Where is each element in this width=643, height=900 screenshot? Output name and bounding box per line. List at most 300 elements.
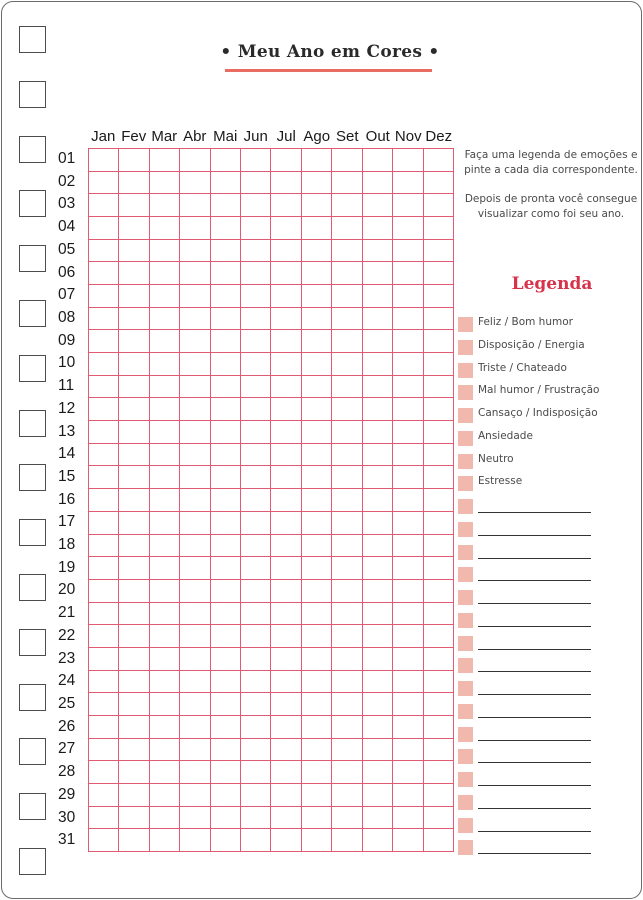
day-cell[interactable] [271,330,301,353]
day-cell[interactable] [424,262,454,285]
day-cell[interactable] [271,308,301,331]
day-cell[interactable] [363,761,393,784]
day-cell[interactable] [89,262,119,285]
day-cell[interactable] [332,308,362,331]
day-cell[interactable] [332,149,362,172]
legend-blank-line[interactable] [478,762,591,763]
day-cell[interactable] [302,398,332,421]
day-cell[interactable] [332,194,362,217]
day-cell[interactable] [363,512,393,535]
day-cell[interactable] [302,739,332,762]
day-cell[interactable] [89,398,119,421]
day-cell[interactable] [332,761,362,784]
day-cell[interactable] [211,784,241,807]
day-cell[interactable] [89,580,119,603]
day-cell[interactable] [393,466,423,489]
day-cell[interactable] [363,671,393,694]
legend-swatch[interactable] [458,385,473,400]
day-cell[interactable] [302,716,332,739]
day-cell[interactable] [119,761,149,784]
day-cell[interactable] [363,172,393,195]
day-cell[interactable] [332,240,362,263]
day-cell[interactable] [119,172,149,195]
day-cell[interactable] [211,353,241,376]
day-cell[interactable] [424,625,454,648]
legend-swatch[interactable] [458,340,473,355]
day-cell[interactable] [424,330,454,353]
day-cell[interactable] [211,535,241,558]
day-cell[interactable] [332,603,362,626]
day-cell[interactable] [424,217,454,240]
legend-blank-line[interactable] [478,808,591,809]
day-cell[interactable] [211,308,241,331]
day-cell[interactable] [89,535,119,558]
legend-swatch[interactable] [458,499,473,514]
day-cell[interactable] [211,693,241,716]
day-cell[interactable] [302,330,332,353]
day-cell[interactable] [89,172,119,195]
legend-swatch[interactable] [458,363,473,378]
day-cell[interactable] [363,625,393,648]
legend-swatch[interactable] [458,454,473,469]
day-cell[interactable] [271,784,301,807]
day-cell[interactable] [271,761,301,784]
day-cell[interactable] [424,149,454,172]
day-cell[interactable] [271,557,301,580]
day-cell[interactable] [424,671,454,694]
day-cell[interactable] [271,444,301,467]
day-cell[interactable] [180,716,210,739]
day-cell[interactable] [211,829,241,852]
day-cell[interactable] [211,194,241,217]
day-cell[interactable] [241,739,271,762]
day-cell[interactable] [241,444,271,467]
day-cell[interactable] [89,194,119,217]
day-cell[interactable] [211,444,241,467]
day-cell[interactable] [119,603,149,626]
day-cell[interactable] [211,285,241,308]
day-cell[interactable] [211,421,241,444]
day-cell[interactable] [393,285,423,308]
day-cell[interactable] [302,466,332,489]
day-cell[interactable] [180,194,210,217]
day-cell[interactable] [271,716,301,739]
day-cell[interactable] [211,217,241,240]
day-cell[interactable] [241,421,271,444]
day-cell[interactable] [89,353,119,376]
day-cell[interactable] [241,693,271,716]
day-cell[interactable] [271,648,301,671]
day-cell[interactable] [89,466,119,489]
day-cell[interactable] [424,240,454,263]
legend-blank-line[interactable] [478,853,591,854]
day-cell[interactable] [180,784,210,807]
day-cell[interactable] [119,784,149,807]
day-cell[interactable] [150,512,180,535]
day-cell[interactable] [363,330,393,353]
day-cell[interactable] [180,739,210,762]
day-cell[interactable] [119,557,149,580]
day-cell[interactable] [271,512,301,535]
day-cell[interactable] [393,444,423,467]
day-cell[interactable] [393,398,423,421]
day-cell[interactable] [363,308,393,331]
day-cell[interactable] [241,625,271,648]
day-cell[interactable] [241,580,271,603]
day-cell[interactable] [89,829,119,852]
day-cell[interactable] [211,512,241,535]
day-cell[interactable] [393,557,423,580]
legend-blank-line[interactable] [478,558,591,559]
legend-swatch[interactable] [458,613,473,628]
day-cell[interactable] [393,262,423,285]
day-cell[interactable] [302,376,332,399]
day-cell[interactable] [89,648,119,671]
day-cell[interactable] [363,557,393,580]
day-cell[interactable] [332,716,362,739]
day-cell[interactable] [241,557,271,580]
legend-swatch[interactable] [458,317,473,332]
day-cell[interactable] [332,262,362,285]
day-cell[interactable] [211,580,241,603]
day-cell[interactable] [89,557,119,580]
day-cell[interactable] [363,535,393,558]
day-cell[interactable] [424,716,454,739]
legend-swatch[interactable] [458,522,473,537]
day-cell[interactable] [89,217,119,240]
day-cell[interactable] [150,716,180,739]
day-cell[interactable] [363,580,393,603]
day-cell[interactable] [424,784,454,807]
day-cell[interactable] [119,716,149,739]
day-cell[interactable] [363,421,393,444]
day-cell[interactable] [393,512,423,535]
day-cell[interactable] [424,421,454,444]
day-cell[interactable] [393,240,423,263]
day-cell[interactable] [180,240,210,263]
day-cell[interactable] [332,784,362,807]
day-cell[interactable] [211,240,241,263]
day-cell[interactable] [302,421,332,444]
day-cell[interactable] [89,603,119,626]
day-cell[interactable] [271,671,301,694]
day-cell[interactable] [363,603,393,626]
day-cell[interactable] [393,535,423,558]
day-cell[interactable] [150,421,180,444]
day-cell[interactable] [332,557,362,580]
day-cell[interactable] [271,240,301,263]
day-cell[interactable] [241,285,271,308]
day-cell[interactable] [211,557,241,580]
day-cell[interactable] [180,149,210,172]
day-cell[interactable] [302,262,332,285]
day-cell[interactable] [363,489,393,512]
day-cell[interactable] [302,240,332,263]
day-cell[interactable] [89,489,119,512]
day-cell[interactable] [332,739,362,762]
day-cell[interactable] [150,285,180,308]
day-cell[interactable] [180,829,210,852]
day-cell[interactable] [302,308,332,331]
day-cell[interactable] [180,625,210,648]
day-cell[interactable] [150,217,180,240]
day-cell[interactable] [180,421,210,444]
day-cell[interactable] [119,194,149,217]
day-cell[interactable] [363,784,393,807]
day-cell[interactable] [302,444,332,467]
day-cell[interactable] [302,580,332,603]
day-cell[interactable] [150,466,180,489]
day-cell[interactable] [363,693,393,716]
day-cell[interactable] [302,671,332,694]
day-cell[interactable] [150,671,180,694]
day-cell[interactable] [271,398,301,421]
day-cell[interactable] [211,466,241,489]
day-cell[interactable] [211,716,241,739]
day-cell[interactable] [241,194,271,217]
day-cell[interactable] [241,535,271,558]
day-cell[interactable] [393,784,423,807]
day-cell[interactable] [241,398,271,421]
day-cell[interactable] [302,489,332,512]
day-cell[interactable] [271,262,301,285]
day-cell[interactable] [241,648,271,671]
day-cell[interactable] [119,489,149,512]
legend-swatch[interactable] [458,431,473,446]
day-cell[interactable] [119,648,149,671]
day-cell[interactable] [180,761,210,784]
day-cell[interactable] [302,784,332,807]
day-cell[interactable] [424,761,454,784]
day-cell[interactable] [241,829,271,852]
day-cell[interactable] [180,671,210,694]
legend-swatch[interactable] [458,476,473,491]
day-cell[interactable] [332,807,362,830]
day-cell[interactable] [241,262,271,285]
day-cell[interactable] [89,330,119,353]
day-cell[interactable] [119,149,149,172]
day-cell[interactable] [363,353,393,376]
day-cell[interactable] [393,671,423,694]
day-cell[interactable] [89,421,119,444]
day-cell[interactable] [393,376,423,399]
day-cell[interactable] [211,807,241,830]
legend-blank-line[interactable] [478,580,591,581]
day-cell[interactable] [119,625,149,648]
day-cell[interactable] [271,739,301,762]
day-cell[interactable] [271,489,301,512]
day-cell[interactable] [241,240,271,263]
day-cell[interactable] [332,829,362,852]
day-cell[interactable] [211,489,241,512]
day-cell[interactable] [119,739,149,762]
day-cell[interactable] [119,535,149,558]
day-cell[interactable] [180,807,210,830]
day-cell[interactable] [302,194,332,217]
day-cell[interactable] [363,829,393,852]
legend-swatch[interactable] [458,408,473,423]
day-cell[interactable] [180,557,210,580]
legend-swatch[interactable] [458,772,473,787]
day-cell[interactable] [211,761,241,784]
day-cell[interactable] [180,603,210,626]
day-cell[interactable] [393,353,423,376]
day-cell[interactable] [271,603,301,626]
day-cell[interactable] [271,217,301,240]
day-cell[interactable] [150,444,180,467]
legend-blank-line[interactable] [478,717,591,718]
day-cell[interactable] [119,580,149,603]
day-cell[interactable] [424,512,454,535]
day-cell[interactable] [271,285,301,308]
day-cell[interactable] [150,194,180,217]
day-cell[interactable] [302,172,332,195]
day-cell[interactable] [363,648,393,671]
day-cell[interactable] [119,671,149,694]
day-cell[interactable] [393,217,423,240]
day-cell[interactable] [211,330,241,353]
day-cell[interactable] [363,807,393,830]
day-cell[interactable] [302,512,332,535]
day-cell[interactable] [332,376,362,399]
day-cell[interactable] [424,466,454,489]
day-cell[interactable] [89,716,119,739]
day-cell[interactable] [119,466,149,489]
legend-blank-line[interactable] [478,785,591,786]
day-cell[interactable] [241,308,271,331]
day-cell[interactable] [424,829,454,852]
day-cell[interactable] [332,580,362,603]
day-cell[interactable] [393,489,423,512]
day-cell[interactable] [119,285,149,308]
day-cell[interactable] [150,376,180,399]
day-cell[interactable] [393,308,423,331]
day-cell[interactable] [89,240,119,263]
day-cell[interactable] [89,376,119,399]
day-cell[interactable] [393,194,423,217]
day-cell[interactable] [150,240,180,263]
day-cell[interactable] [424,172,454,195]
day-cell[interactable] [180,330,210,353]
day-cell[interactable] [150,625,180,648]
day-cell[interactable] [302,625,332,648]
day-cell[interactable] [241,671,271,694]
day-cell[interactable] [211,625,241,648]
day-cell[interactable] [119,829,149,852]
day-cell[interactable] [363,398,393,421]
day-cell[interactable] [241,172,271,195]
day-cell[interactable] [393,580,423,603]
day-cell[interactable] [332,693,362,716]
day-cell[interactable] [424,398,454,421]
day-cell[interactable] [241,761,271,784]
day-cell[interactable] [363,376,393,399]
day-cell[interactable] [424,739,454,762]
day-cell[interactable] [363,466,393,489]
day-cell[interactable] [89,625,119,648]
day-cell[interactable] [363,739,393,762]
day-cell[interactable] [180,489,210,512]
legend-blank-line[interactable] [478,649,591,650]
day-cell[interactable] [211,149,241,172]
day-cell[interactable] [119,693,149,716]
day-cell[interactable] [150,693,180,716]
day-cell[interactable] [393,149,423,172]
day-cell[interactable] [393,761,423,784]
legend-blank-line[interactable] [478,626,591,627]
day-cell[interactable] [89,308,119,331]
legend-blank-line[interactable] [478,671,591,672]
day-cell[interactable] [393,807,423,830]
day-cell[interactable] [271,466,301,489]
day-cell[interactable] [424,648,454,671]
legend-swatch[interactable] [458,636,473,651]
day-cell[interactable] [332,512,362,535]
legend-blank-line[interactable] [478,603,591,604]
day-cell[interactable] [363,149,393,172]
day-cell[interactable] [180,580,210,603]
day-cell[interactable] [271,172,301,195]
day-cell[interactable] [241,807,271,830]
legend-blank-line[interactable] [478,694,591,695]
day-cell[interactable] [271,693,301,716]
day-cell[interactable] [180,172,210,195]
day-cell[interactable] [424,489,454,512]
day-cell[interactable] [150,603,180,626]
day-cell[interactable] [332,535,362,558]
day-cell[interactable] [150,739,180,762]
day-cell[interactable] [302,761,332,784]
day-cell[interactable] [180,285,210,308]
day-cell[interactable] [302,557,332,580]
day-cell[interactable] [89,444,119,467]
day-cell[interactable] [332,172,362,195]
day-cell[interactable] [271,807,301,830]
day-cell[interactable] [150,149,180,172]
day-cell[interactable] [302,217,332,240]
day-cell[interactable] [89,285,119,308]
day-cell[interactable] [393,330,423,353]
day-cell[interactable] [150,535,180,558]
day-cell[interactable] [180,376,210,399]
day-cell[interactable] [119,807,149,830]
day-cell[interactable] [271,625,301,648]
day-cell[interactable] [211,172,241,195]
legend-blank-line[interactable] [478,831,591,832]
day-cell[interactable] [393,421,423,444]
day-cell[interactable] [332,671,362,694]
legend-swatch[interactable] [458,545,473,560]
day-cell[interactable] [89,671,119,694]
day-cell[interactable] [424,285,454,308]
day-cell[interactable] [332,330,362,353]
legend-swatch[interactable] [458,840,473,855]
day-cell[interactable] [332,421,362,444]
day-cell[interactable] [363,240,393,263]
day-cell[interactable] [150,353,180,376]
day-cell[interactable] [302,603,332,626]
day-cell[interactable] [424,693,454,716]
day-cell[interactable] [150,172,180,195]
day-cell[interactable] [150,557,180,580]
day-cell[interactable] [119,262,149,285]
day-cell[interactable] [332,285,362,308]
day-cell[interactable] [211,671,241,694]
day-cell[interactable] [393,829,423,852]
day-cell[interactable] [180,648,210,671]
day-cell[interactable] [119,217,149,240]
day-cell[interactable] [332,353,362,376]
